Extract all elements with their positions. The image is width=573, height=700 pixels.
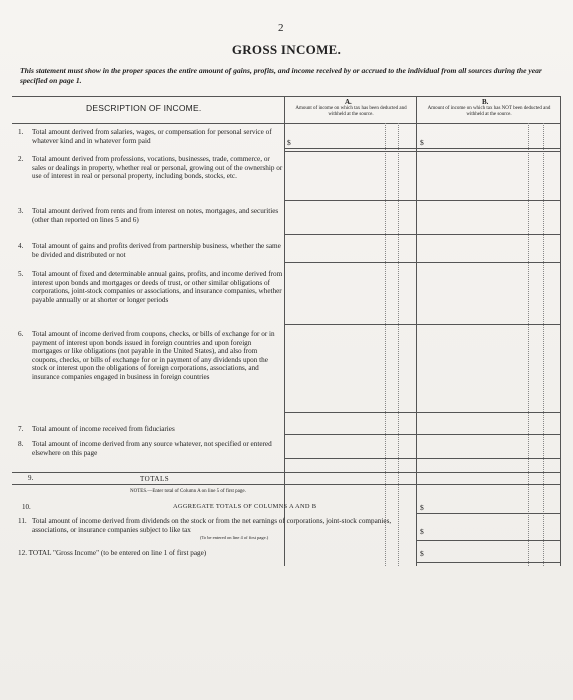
row-2-line <box>284 200 560 201</box>
column-a-cents-divider-2 <box>398 123 399 566</box>
income-item-3: 3. Total amount derived from rents and from interest on notes, mortgages, and securities (other than reported on lines 5 and 6) <box>18 207 279 224</box>
gross-line <box>416 562 560 563</box>
aggregate-label: AGGREGATE TOTALS OF COLUMNS A AND B <box>173 503 317 510</box>
aggregate-line <box>416 513 560 514</box>
totals-label: TOTALS <box>140 475 170 483</box>
dividends-line <box>416 540 560 541</box>
table-top-border <box>12 96 560 97</box>
totals-note: NOTES.—Enter total of Column A on line 5 of first page. <box>130 489 246 494</box>
income-item-4: 4. Total amount of gains and profits derived from partnership business, whether the same be divided and distributed or not <box>18 242 281 259</box>
gross-income-item: 12. TOTAL "Gross Income" (to be entered on line 1 of first page) <box>18 549 207 557</box>
totals-number: 9. <box>28 474 34 482</box>
gross-dollar: $ <box>420 549 424 558</box>
row-1-line-b <box>284 151 560 152</box>
row-5-line <box>284 324 560 325</box>
column-a-label: Amount of income on which tax has been deducted and withheld at the source. <box>295 106 407 117</box>
income-item-1: 1. Total amount derived from salaries, wages, or compensation for personal service of whatever kind and in whatever form paid <box>18 128 272 145</box>
row-3-line <box>284 234 560 235</box>
intro-statement: This statement must show in the proper spaces the entire amount of gains, profits, and income received by or accrued to the individual from all sources during the year specified on page 1. <box>20 66 542 85</box>
page-title: GROSS INCOME. <box>231 42 342 57</box>
column-a-left-border <box>284 96 285 566</box>
totals-top-line <box>12 472 560 473</box>
table-right-border <box>560 96 561 566</box>
column-b-label: Amount of income on which tax has NOT been deducted and withheld at the source. <box>427 106 551 117</box>
row-1-line <box>284 148 560 149</box>
row-4-line <box>284 262 560 263</box>
income-item-8: 8. Total amount of income derived from any source whatever, not specified or entered elsewhere on this page <box>18 440 272 457</box>
aggregate-number: 10. <box>22 503 31 511</box>
item-1-dollar-b: $ <box>420 138 424 147</box>
header-bottom-border <box>12 123 560 124</box>
dividends-item: 11. Total amount of income derived from dividends on the stock or from the net earnings of corporations, joint-stock companies, associations, or insurance companies subject to like tax <box>18 517 392 534</box>
column-b-letter: B. <box>482 98 489 106</box>
description-header: DESCRIPTION OF INCOME. <box>86 103 202 113</box>
income-item-2: 2. Total amount derived from professions, vocations, businesses, trade, commerce, or sales or dealings in property, whether real or personal, growing out of the ownership or use of interest in real or personal property, including bonds, stocks, etc. <box>18 155 283 181</box>
income-item-7: 7. Total amount of income received from fiduciaries <box>18 425 175 433</box>
aggregate-dollar: $ <box>420 503 424 512</box>
row-8-line <box>284 458 560 459</box>
dividends-dollar: $ <box>420 527 424 536</box>
income-item-5: 5. Total amount of fixed and determinable annual gains, profits, and income derived from interest upon bonds and mortgages or deeds of trust, or other similar obligations of corporations, joint-stock companies or associations, and insurance companies, whether payable annually or at shorter or longer periods <box>18 270 283 304</box>
page-number: 2 <box>278 22 284 34</box>
column-b-left-border <box>416 96 417 566</box>
column-a-cents-divider <box>385 123 386 566</box>
row-7-line <box>284 434 560 435</box>
column-a-letter: A. <box>345 98 352 106</box>
column-b-cents-divider <box>528 123 529 566</box>
column-b-cents-divider-2 <box>543 123 544 566</box>
dividends-note: (To be entered on line 4 of first page.) <box>200 535 269 540</box>
income-item-6: 6. Total amount of income derived from coupons, checks, or bills of exchange for or in payment of interest upon bonds issued in foreign countries and upon foreign mortgages or like obligations (not payable in the United States), and also from coupons, checks, or bills of exchange for or in payment of any dividends upon the stock or interest upon the obligations of foreign corporations, associations, and insurance companies engaged in business in foreign countries <box>18 330 275 381</box>
row-6-line <box>284 412 560 413</box>
totals-bottom-line <box>12 484 560 485</box>
item-1-dollar-a: $ <box>287 138 291 147</box>
